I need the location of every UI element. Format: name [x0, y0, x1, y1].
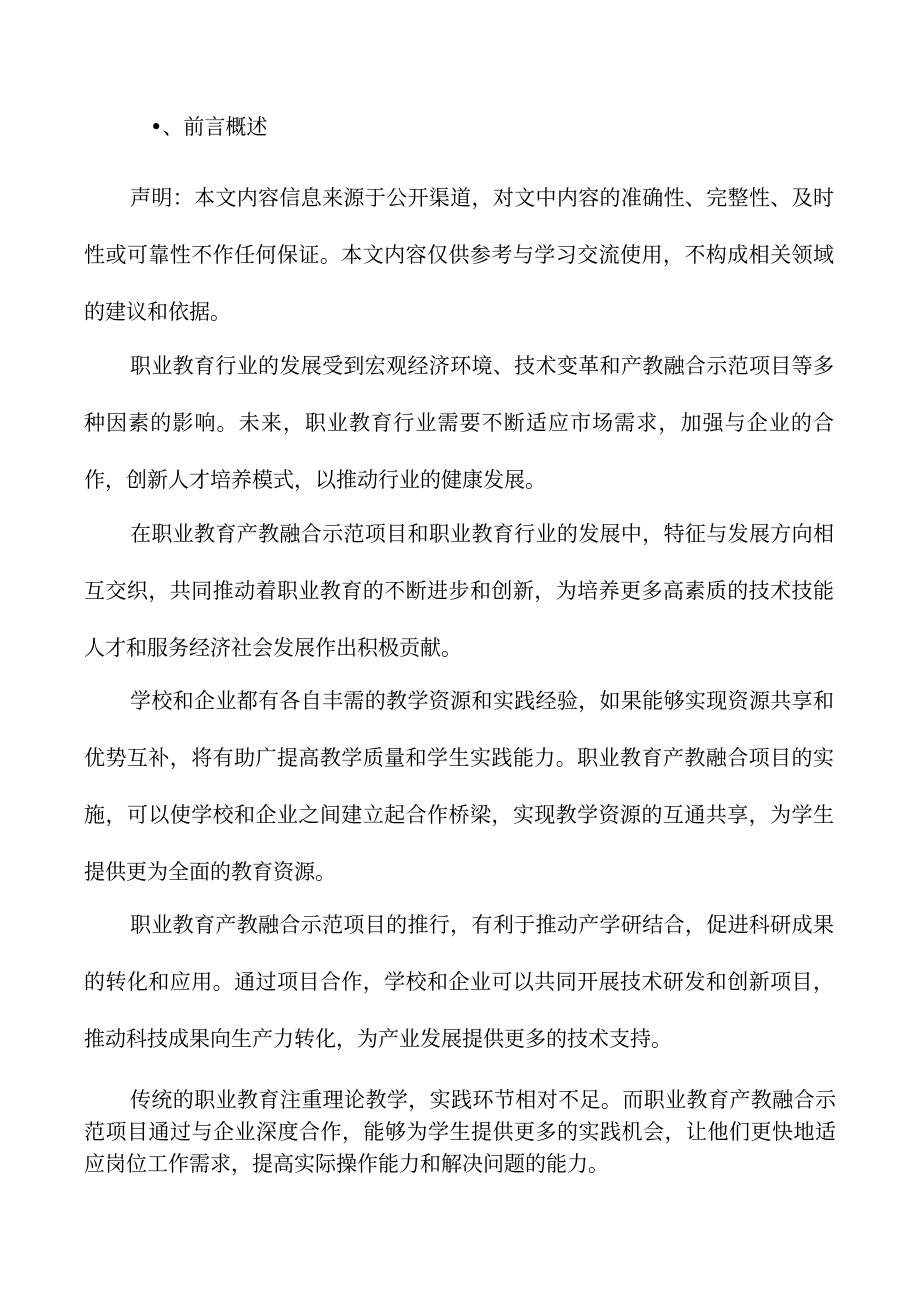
paragraph-disclaimer: 声明：本文内容信息来源于公开渠道，对文中内容的准确性、完整性、及时性或可靠性不作任何保证。本文内容仅供参考与学习交流使用，不构成相关领域的建议和依据。 [84, 186, 834, 324]
paragraph-features-direction: 在职业教育产教融合示范项目和职业教育行业的发展中，特征与发展方向相互交织，共同推动着职业教育的不断进步和创新，为培养更多高素质的技术技能人才和服务经济社会发展作出积极贡献。 [84, 522, 834, 660]
section-heading: •、前言概述 [150, 115, 268, 139]
paragraph-industry-development: 职业教育行业的发展受到宏观经济环境、技术变革和产教融合示范项目等多种因素的影响。未来，职业教育行业需要不断适应市场需求，加强与企业的合作，创新人才培养模式，以推动行业的健康发展。 [84, 354, 834, 492]
paragraph-resource-sharing: 学校和企业都有各自丰需的教学资源和实践经验，如果能够实现资源共享和优势互补，将有助广提高教学质量和学生实践能力。职业教育产教融合项目的实施，可以使学校和企业之间建立起合作桥梁，实现教学资源的互通共享，为学生提供更为全面的教育资源。 [84, 689, 834, 884]
paragraph-research-transfer: 职业教育产教融合示范项目的推行，有利于推动产学研结合，促进科研成果的转化和应用。通过项目合作，学校和企业可以共同开展技术研发和创新项目，推动科技成果向生产力转化，为产业发展提供更多的技术支持。 [84, 913, 834, 1051]
paragraph-practice-opportunities: 传统的职业教育注重理论教学，实践环节相对不足。而职业教育产教融合示范项目通过与企业深度合作，能够为学生提供更多的实践机会，让他们更快地适应岗位工作需求，提高实际操作能力和解决问题的能力。 [84, 1088, 836, 1176]
